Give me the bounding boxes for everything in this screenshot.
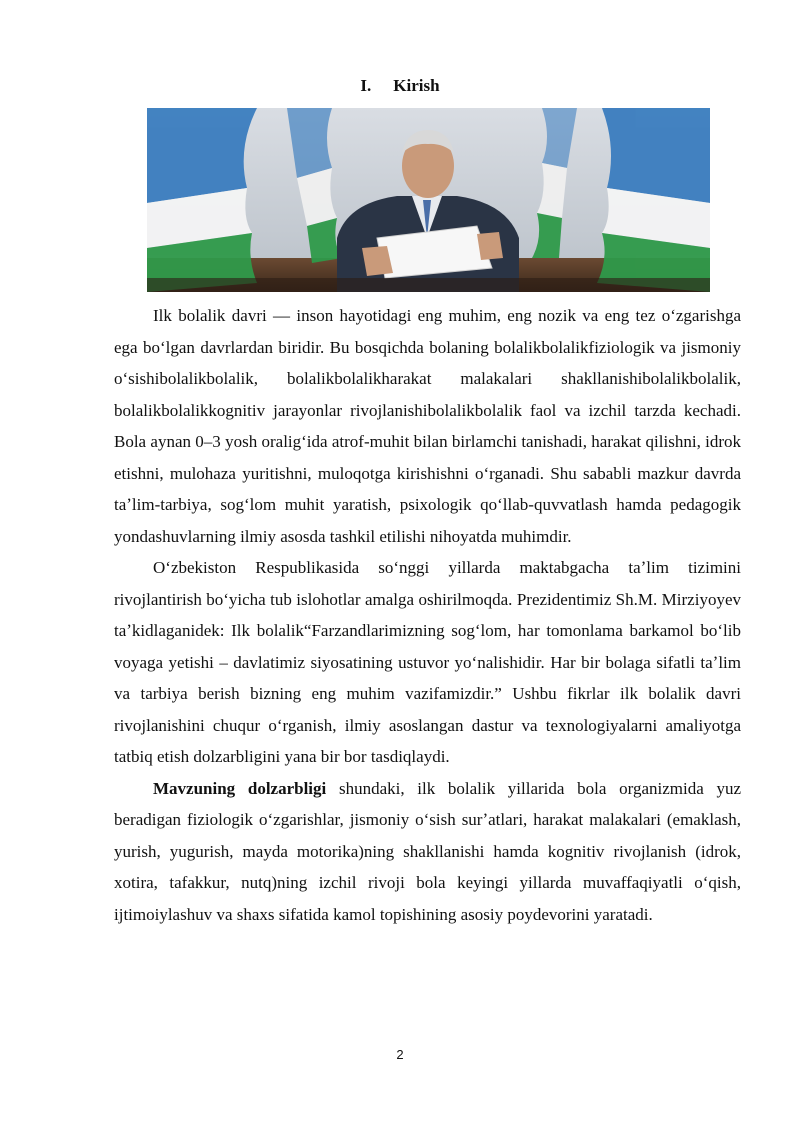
paragraph-intro: Ilk bolalik davri — inson hayotidagi eng muhim, eng nozik va eng tez oʻzgarishga ega boʻlgan davrlardan biridir. Bu bosqichda bolaning bolalikbolalikfiziologik va jismoniy oʻsishibolalikbolalik, bolalikbolalikharakat malakalari shakllanishibolalikbolalik, bolalikbolalikkognitiv jarayonlar rivojlanishibolalikbolalik faol va izchil tarzda kechadi. Bola aynan 0–3 yosh oraligʻida atrof-muhit bilan birlamchi tanishadi, harakat qilishni, idrok etishni, mulohaza yuritishni, muloqotga kirishishni oʻrganadi. Shu sababli mazkur davrda taʼlim-tarbiya, sogʻlom muhit yaratish, psixologik qoʻllab-quvvatlash hamda pedagogik yondashuvlarning ilmiy asosda tashkil etilishi nihoyatda muhimdir. (114, 306, 741, 546)
paragraph-relevance (114, 773, 741, 931)
relevance-text: shundaki, ilk bolalik yillarida bola organizmida yuz beradigan fiziologik oʻzgarishlar, jismoniy oʻsish surʼatlari, harakat malakalari (emaklash, yurish, yugurish, mayda motorika)ning shakllanishi hamda kognitiv rivojlanish (idrok, xotira, tafakkur, nutq)ning izchil rivoji bola keyingi yillarda muvaffaqiyatli oʻqish, ijtimoiylashuv va shaxs sifatida kamol topishining asosiy poydevorini yaratadi. (114, 778, 741, 924)
body-text (114, 300, 741, 930)
paragraph-reforms: Oʻzbekiston Respublikasida soʻnggi yillarda maktabgacha taʼlim tizimini rivojlantirish boʻyicha tub islohotlar amalga oshirilmoqda. Prezidentimiz Sh.M. Mirziyoyev taʼkidlaganidek: Ilk bolalik“Farzandlarimizning sogʻlom, har tomonlama barkamol boʻlib voyaga yetishi – davlatimiz siyosatining ustuvor yoʻnalishidir. Har bir bolaga sifatli taʼlim va tarbiya berish bizning eng muhim vazifamizdir.” Ushbu fikrlar ilk bolalik davri rivojlanishini chuqur oʻrganish, ilmiy asoslangan dastur va texnologiyalarni amaliyotga tatbiq etish dolzarbligini yana bir bor tasdiqlaydi. (114, 558, 741, 766)
relevance-label: Mavzuning dolzarbligi (153, 778, 327, 798)
photo-illustration (147, 108, 710, 292)
photo-president-at-desk (147, 108, 710, 292)
section-number: I. (360, 76, 372, 95)
section-title: Kirish (393, 76, 440, 95)
section-heading (0, 76, 800, 96)
page-number: 2 (396, 1047, 404, 1062)
